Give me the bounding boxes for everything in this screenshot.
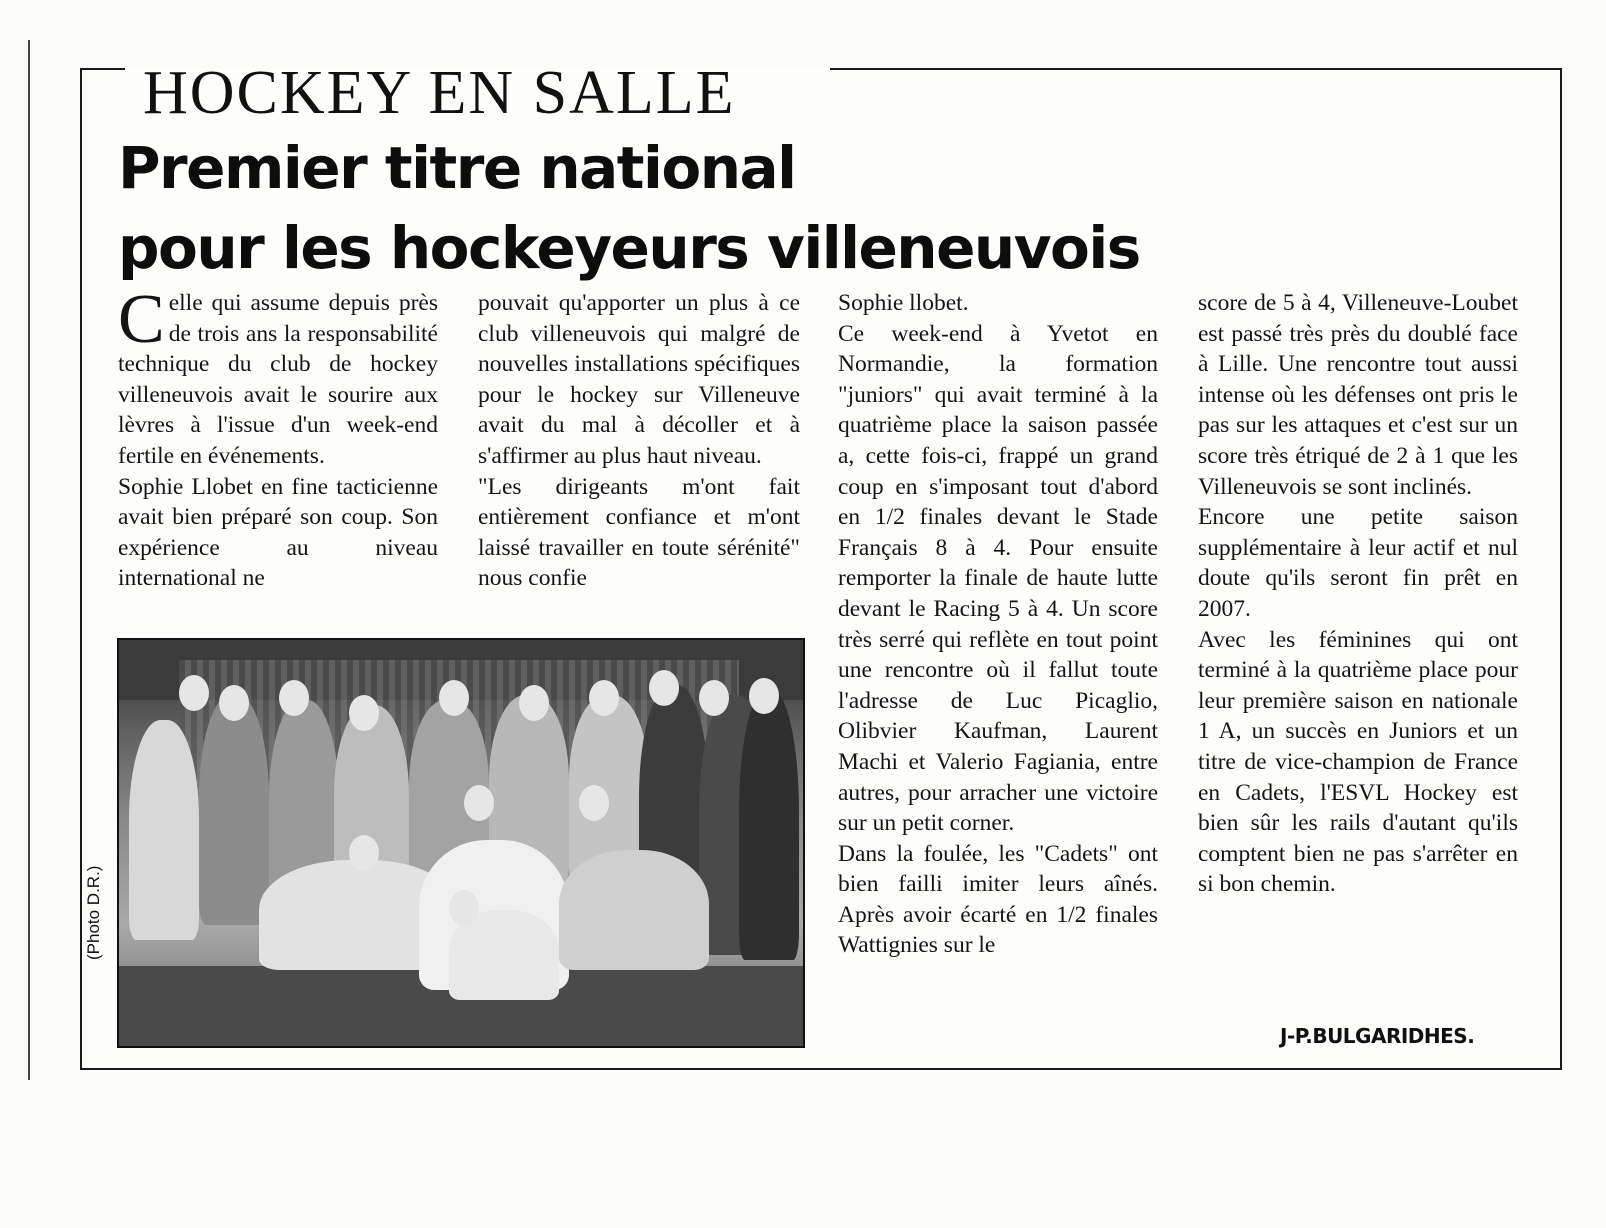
headline-line-1: Premier titre national	[118, 134, 796, 202]
photo-figure	[199, 695, 269, 925]
photo-head	[349, 835, 379, 871]
paragraph	[118, 281, 438, 472]
article-column-1	[118, 281, 438, 594]
photo-head	[449, 890, 479, 926]
paragraph: Sophie Llobet en fine tacticienne avait bien préparé son coup. Son expérience au niveau international ne	[118, 473, 438, 592]
page-edge-line	[28, 40, 30, 1080]
photo-head	[519, 685, 549, 721]
photo-credit: (Photo D.R.)	[84, 865, 103, 960]
paragraph: Avec les féminines qui ont terminé à la quatrième place pour leur première saison en nationale 1 A, un succès en Juniors et un titre de vice-champion de France en Cadets, l'ESVL Hockey est bien sûr les rails d'autant qu'ils comptent bien ne pas s'arrêter en si bon chemin.	[1198, 626, 1518, 898]
author-byline: J-P.BULGARIDHES.	[1280, 1024, 1475, 1048]
photo-head	[749, 678, 779, 714]
headline-line-2: pour les hockeyeurs villeneuvois	[118, 214, 1140, 282]
photo-head	[219, 685, 249, 721]
photo-head	[589, 680, 619, 716]
photo-figure	[559, 850, 709, 970]
photo-head	[439, 680, 469, 716]
article-column-3	[838, 288, 1158, 961]
paragraph: Ce week-end à Yvetot en Normandie, la formation "juniors" qui avait terminé à la quatrième place la saison passée a, cette fois-ci, frappé un grand coup en s'imposant tout d'abord en 1/2 finales devant le Stade Français 8 à 4. Pour ensuite remporter la finale de haute lutte devant le Racing 5 à 4. Un score très serré qui reflète en tout point une rencontre où il fallut toute l'adresse de Luc Picaglio, Olibvier Kaufman, Laurent Machi et Valerio Fagiania, entre autres, pour arracher une victoire sur un petit corner.	[838, 320, 1158, 837]
paragraph: pouvait qu'apporter un plus à ce club villeneuvois qui malgré de nouvelles installations spécifiques pour le hockey sur Villeneuve avait du mal à décoller et à s'affirmer au plus haut niveau.	[478, 290, 800, 469]
paragraph-text: elle qui assume depuis près de trois ans la responsabilité technique du club de hockey villeneuvois avait le sourire aux lèvres à l'issue d'un week-end fertile en événements.	[118, 290, 438, 469]
headline	[118, 128, 1218, 288]
photo-head	[179, 675, 209, 711]
photo-head	[349, 695, 379, 731]
paragraph: "Les dirigeants m'ont fait entièrement confiance et m'ont laissé travailler en toute sérénité" nous confie	[478, 473, 800, 592]
photo-figure	[129, 720, 199, 940]
photo-head	[649, 670, 679, 706]
paragraph: Sophie llobet.	[838, 290, 969, 316]
frame-top-rule-left	[80, 68, 125, 70]
drop-cap: C	[118, 281, 165, 358]
team-photo	[117, 638, 805, 1048]
paragraph: Dans la foulée, les "Cadets" ont bien failli imiter leurs aînés. Après avoir écarté en 1/2 finales Wattignies sur le	[838, 840, 1158, 959]
section-kicker: HOCKEY EN SALLE	[143, 59, 736, 127]
photo-figure	[739, 690, 799, 960]
paragraph: score de 5 à 4, Villeneuve-Loubet est passé très près du doublé face à Lille. Une rencontre tout aussi intense où les défenses ont pris le pas sur les attaques et c'est sur un score très étriqué de 2 à 1 que les Villeneuvois se sont inclinés.	[1198, 290, 1518, 500]
photo-head	[579, 785, 609, 821]
article-column-2	[478, 288, 800, 594]
photo-head	[279, 680, 309, 716]
article-column-4	[1198, 288, 1518, 900]
photo-head	[699, 680, 729, 716]
paragraph: Encore une petite saison supplémentaire à leur actif et nul doute qu'ils seront fin prêt en 2007.	[1198, 504, 1518, 622]
photo-head	[464, 785, 494, 821]
frame-top-rule-right	[830, 68, 1560, 70]
